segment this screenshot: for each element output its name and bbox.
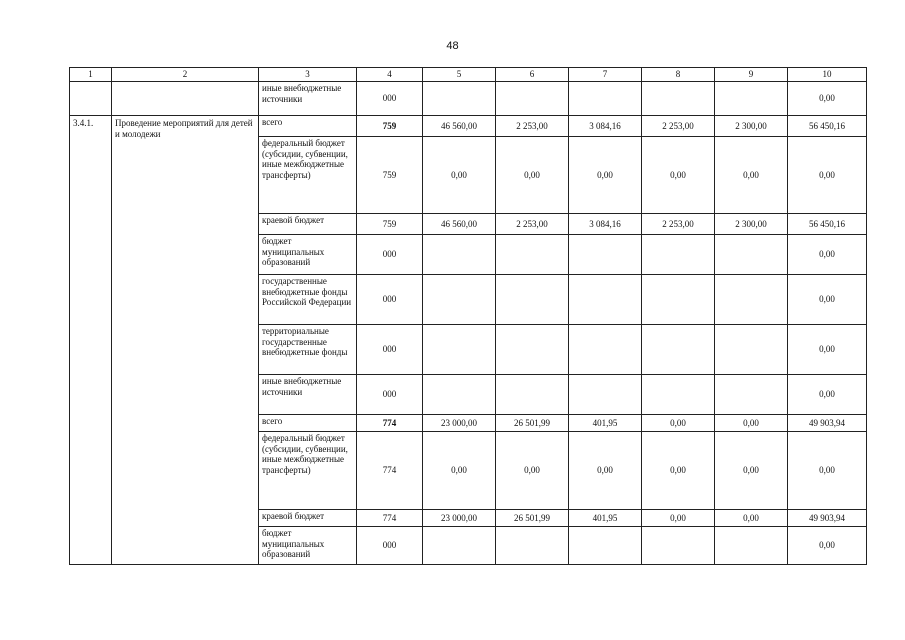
value-cell [642,275,715,325]
value-cell: 26 501,99 [496,510,569,527]
column-number: 4 [357,68,423,82]
value-cell: 0,00 [496,432,569,510]
funding-source: федеральный бюджет (субсидии, субвенции, иные межбюджетные трансферты) [259,432,357,510]
column-number-row [70,68,867,82]
value-cell: 2 253,00 [642,214,715,235]
column-number: 8 [642,68,715,82]
table-row [70,82,867,116]
value-cell [715,527,788,565]
value-cell [715,82,788,116]
total-cell: 56 450,16 [788,116,867,137]
value-cell [423,527,496,565]
funding-source: краевой бюджет [259,510,357,527]
value-cell: 0,00 [715,432,788,510]
code-cell: 759 [357,214,423,235]
value-cell [569,325,642,375]
funding-source: бюджет муниципальных образований [259,527,357,565]
total-cell: 0,00 [788,325,867,375]
value-cell [569,527,642,565]
page-number: 48 [446,40,459,52]
value-cell: 0,00 [423,137,496,214]
funding-source: территориальные государственные внебюджетные фонды [259,325,357,375]
value-cell [569,275,642,325]
item-name: Проведение мероприятий для детей и молодежи [112,116,259,565]
funding-source: иные внебюджетные источники [259,82,357,116]
code-cell: 774 [357,432,423,510]
value-cell [423,325,496,375]
value-cell [423,235,496,275]
value-cell: 0,00 [423,432,496,510]
value-cell: 0,00 [642,137,715,214]
funding-source: бюджет муниципальных образований [259,235,357,275]
value-cell: 0,00 [715,137,788,214]
value-cell [496,235,569,275]
value-cell [715,325,788,375]
value-cell [496,527,569,565]
value-cell: 401,95 [569,415,642,432]
value-cell: 2 300,00 [715,214,788,235]
value-cell: 46 560,00 [423,214,496,235]
value-cell: 2 300,00 [715,116,788,137]
total-cell: 0,00 [788,82,867,116]
value-cell [642,375,715,415]
value-cell [569,375,642,415]
value-cell [642,527,715,565]
funding-source: иные внебюджетные источники [259,375,357,415]
total-cell: 49 903,94 [788,510,867,527]
value-cell [715,275,788,325]
value-cell: 0,00 [715,510,788,527]
code-cell: 759 [357,116,423,137]
value-cell [496,275,569,325]
total-cell: 0,00 [788,527,867,565]
budget-table [69,67,867,565]
total-cell: 0,00 [788,235,867,275]
value-cell: 2 253,00 [496,116,569,137]
value-cell [496,375,569,415]
code-cell: 000 [357,325,423,375]
value-cell [423,275,496,325]
code-cell: 000 [357,82,423,116]
total-cell: 49 903,94 [788,415,867,432]
value-cell [642,235,715,275]
empty-cell [70,82,112,116]
value-cell [496,325,569,375]
column-number: 9 [715,68,788,82]
total-cell: 56 450,16 [788,214,867,235]
funding-source: краевой бюджет [259,214,357,235]
value-cell [715,235,788,275]
code-cell: 000 [357,527,423,565]
value-cell: 3 084,16 [569,214,642,235]
column-number: 10 [788,68,867,82]
code-cell: 774 [357,510,423,527]
value-cell: 0,00 [642,510,715,527]
empty-cell [112,82,259,116]
code-cell: 000 [357,275,423,325]
code-cell: 759 [357,137,423,214]
funding-source: федеральный бюджет (субсидии, субвенции, иные межбюджетные трансферты) [259,137,357,214]
funding-source: всего [259,116,357,137]
value-cell: 2 253,00 [642,116,715,137]
value-cell [569,82,642,116]
total-cell: 0,00 [788,137,867,214]
value-cell [423,375,496,415]
value-cell [496,82,569,116]
value-cell: 46 560,00 [423,116,496,137]
value-cell: 3 084,16 [569,116,642,137]
column-number: 5 [423,68,496,82]
table-row [70,116,867,137]
total-cell: 0,00 [788,275,867,325]
total-cell: 0,00 [788,432,867,510]
value-cell [642,325,715,375]
item-number: 3.4.1. [70,116,112,565]
funding-source: всего [259,415,357,432]
value-cell [642,82,715,116]
value-cell: 0,00 [569,432,642,510]
column-number: 2 [112,68,259,82]
value-cell: 0,00 [642,415,715,432]
value-cell: 0,00 [569,137,642,214]
code-cell: 000 [357,375,423,415]
value-cell: 401,95 [569,510,642,527]
value-cell [423,82,496,116]
value-cell: 0,00 [496,137,569,214]
funding-source: государственные внебюджетные фонды Российской Федерации [259,275,357,325]
column-number: 6 [496,68,569,82]
value-cell [569,235,642,275]
value-cell: 26 501,99 [496,415,569,432]
column-number: 7 [569,68,642,82]
value-cell [715,375,788,415]
value-cell: 23 000,00 [423,510,496,527]
value-cell: 23 000,00 [423,415,496,432]
column-number: 3 [259,68,357,82]
code-cell: 000 [357,235,423,275]
total-cell: 0,00 [788,375,867,415]
code-cell: 774 [357,415,423,432]
value-cell: 2 253,00 [496,214,569,235]
column-number: 1 [70,68,112,82]
value-cell: 0,00 [642,432,715,510]
value-cell: 0,00 [715,415,788,432]
